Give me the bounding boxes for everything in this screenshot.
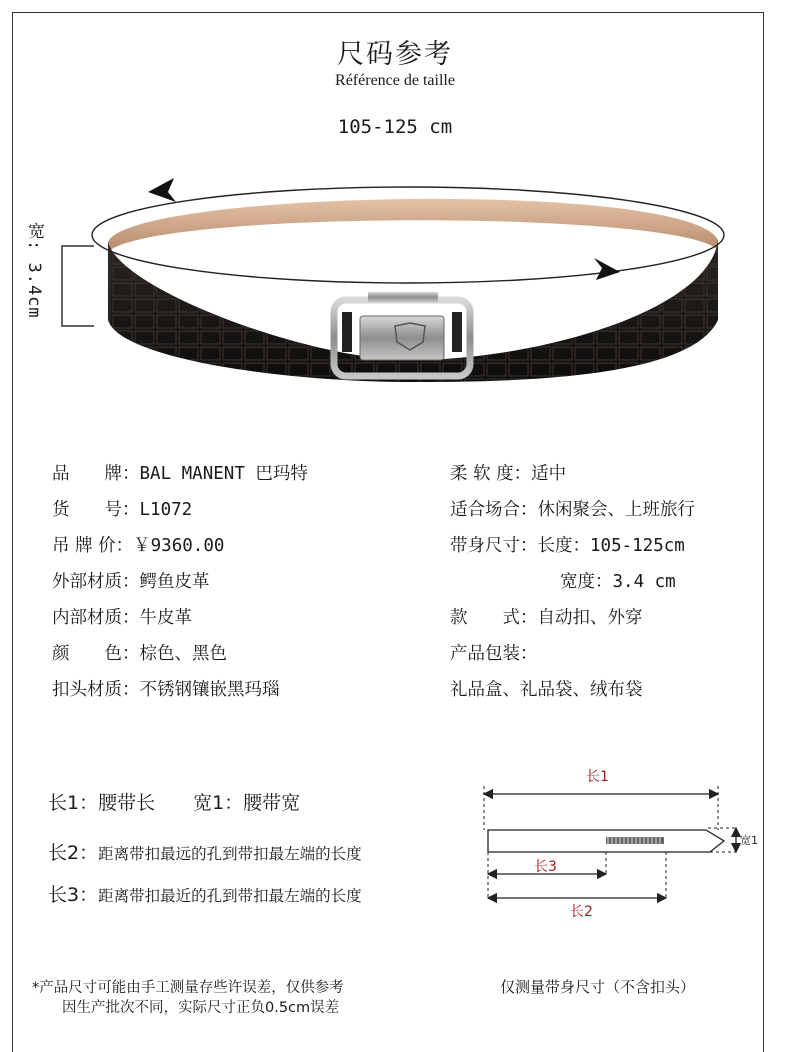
- spec-buckle-material: 扣头材质：不锈钢镶嵌黑玛瑙: [52, 680, 280, 700]
- spec-style: 款 式：自动扣、外穿: [450, 608, 643, 628]
- spec-packaging: 产品包装：: [450, 644, 538, 664]
- arrow-left-icon: [148, 178, 176, 202]
- belt-lining: [108, 199, 718, 252]
- spec-outer-material: 外部材质：鳄鱼皮革: [52, 572, 210, 592]
- diagram-len3-label: 长3: [534, 859, 557, 875]
- spec-brand: 品 牌：BAL MANENT 巴玛特: [52, 464, 308, 484]
- spec-softness: 柔 软 度：适中: [450, 464, 567, 484]
- width-bracket: [56, 244, 96, 330]
- measurement-diagram: [478, 768, 768, 928]
- spec-strap-size: 带身尺寸：长度：105-125cm: [450, 536, 685, 556]
- diagram-len2-label: 长2: [570, 904, 593, 920]
- footnote-line1: *产品尺寸可能由手工测量存些许误差，仅供参考: [32, 980, 344, 996]
- legend-length2: 长2：距离带扣最远的孔到带扣最左端的长度: [48, 842, 362, 864]
- belt-width-label: 宽: 3.4cm: [24, 222, 44, 319]
- page-subtitle: Référence de taille: [335, 72, 455, 89]
- spec-occasion: 适合场合：休闲聚会、上班旅行: [450, 500, 695, 520]
- page-title: 尺码参考: [337, 39, 453, 70]
- diagram-width1-label: 宽1: [740, 834, 758, 847]
- size-range: 105-125 cm: [337, 116, 453, 138]
- belt-illustration: [90, 170, 740, 390]
- spec-strap-width: 宽度：3.4 cm: [560, 572, 676, 592]
- legend-length-width: 长1：腰带长 宽1：腰带宽: [48, 792, 301, 814]
- spec-packaging-value: 礼品盒、礼品袋、绒布袋: [450, 680, 643, 700]
- arrow-right-icon: [594, 258, 620, 280]
- spec-inner-material: 内部材质：牛皮革: [52, 608, 192, 628]
- strap-holes: [606, 837, 664, 844]
- spec-price: 吊 牌 价：￥9360.00: [52, 536, 225, 556]
- diagram-len1-label: 长1: [586, 769, 609, 785]
- legend-length3: 长3：距离带扣最近的孔到带扣最左端的长度: [48, 884, 362, 906]
- spec-color: 颜 色：棕色、黑色: [52, 644, 227, 664]
- diagram-caption: 仅测量带身尺寸（不含扣头）: [500, 978, 696, 996]
- footnote-line2: 因生产批次不同，实际尺寸正负0.5cm误差: [62, 1000, 340, 1016]
- spec-model: 货 号：L1072: [52, 500, 193, 520]
